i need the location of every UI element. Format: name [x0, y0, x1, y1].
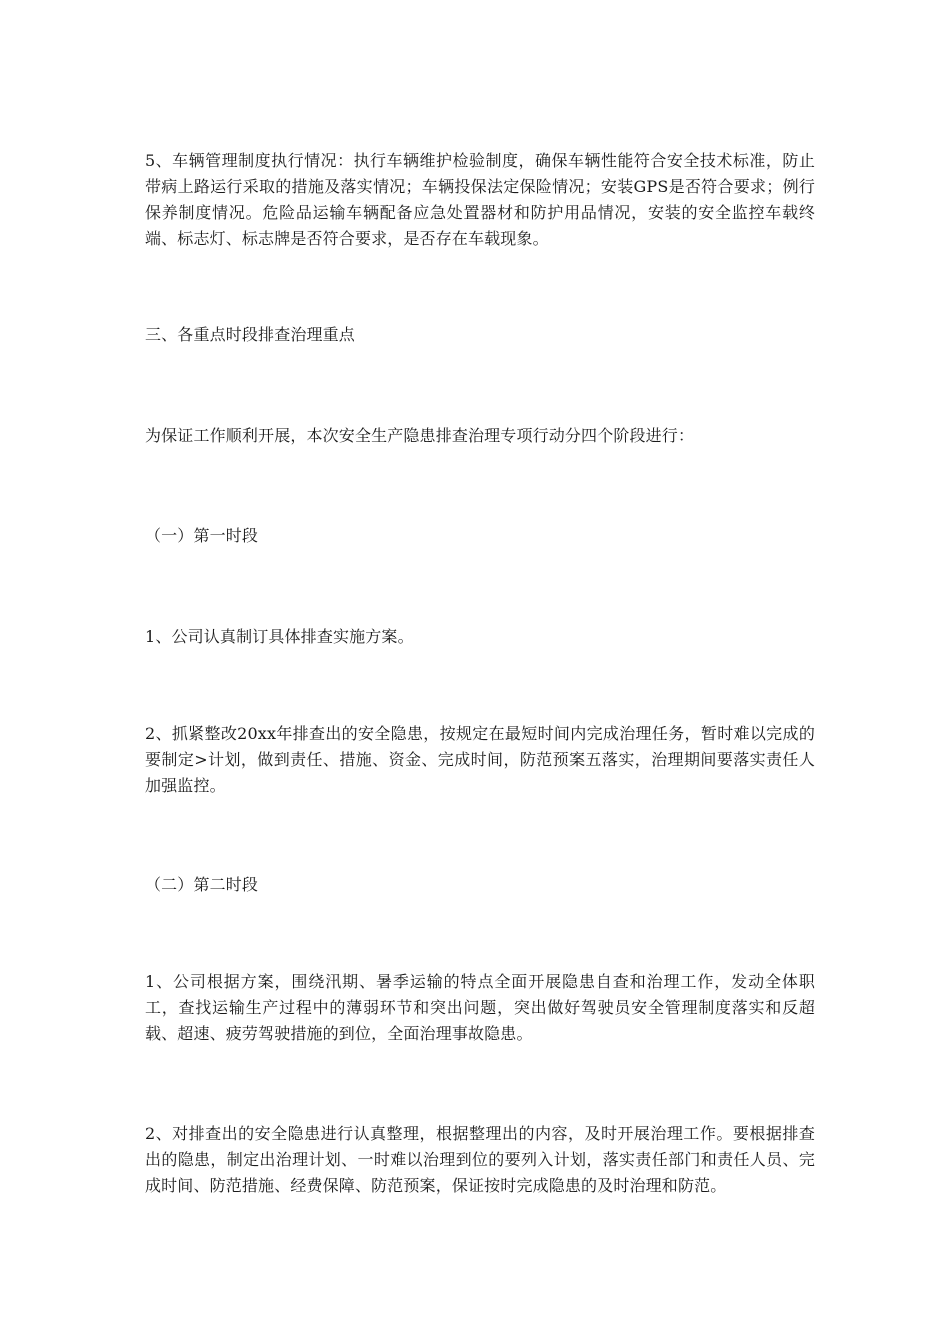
paragraph-vehicle-management: 5、车辆管理制度执行情况：执行车辆维护检验制度，确保车辆性能符合安全技术标准，防止带病上路运行采取的措施及落实情况；车辆投保法定保险情况；安装GPS是否符合要求；例行保养制度情况。危险品运输车辆配备应急处置器材和防护用品情况，安装的安全监控车载终端、标志灯、标志牌是否符合要求，是否存在车载现象。: [145, 151, 815, 248]
paragraph-second-period-item-1: 1、公司根据方案，围绕汛期、暑季运输的特点全面开展隐患自查和治理工作，发动全体职工，查找运输生产过程中的薄弱环节和突出问题，突出做好驾驶员安全管理制度落实和反超载、超速、疲劳驾驶措施的到位，全面治理事故隐患。: [145, 972, 815, 1043]
paragraph-first-period-item-1: 1、公司认真制订具体排查实施方案。: [145, 627, 414, 646]
subheading-first-period: （一）第一时段: [145, 526, 259, 545]
section-heading-key-periods: 三、各重点时段排查治理重点: [145, 325, 355, 344]
paragraph-first-period-item-2: 2、抓紧整改20xx年排查出的安全隐患，按规定在最短时间内完成治理任务，暂时难以完成的要制定>计划，做到责任、措施、资金、完成时间，防范预案五落实，治理期间要落实责任人加强监控。: [145, 724, 815, 795]
subheading-second-period: （二）第二时段: [145, 875, 259, 894]
paragraph-second-period-item-2: 2、对排查出的安全隐患进行认真整理，根据整理出的内容，及时开展治理工作。要根据排查出的隐患，制定出治理计划、一时难以治理到位的要列入计划，落实责任部门和责任人员、完成时间、防范措施、经费保障、防范预案，保证按时完成隐患的及时治理和防范。: [145, 1124, 815, 1195]
paragraph-intro-four-stages: 为保证工作顺利开展，本次安全生产隐患排查治理专项行动分四个阶段进行：: [145, 426, 695, 445]
